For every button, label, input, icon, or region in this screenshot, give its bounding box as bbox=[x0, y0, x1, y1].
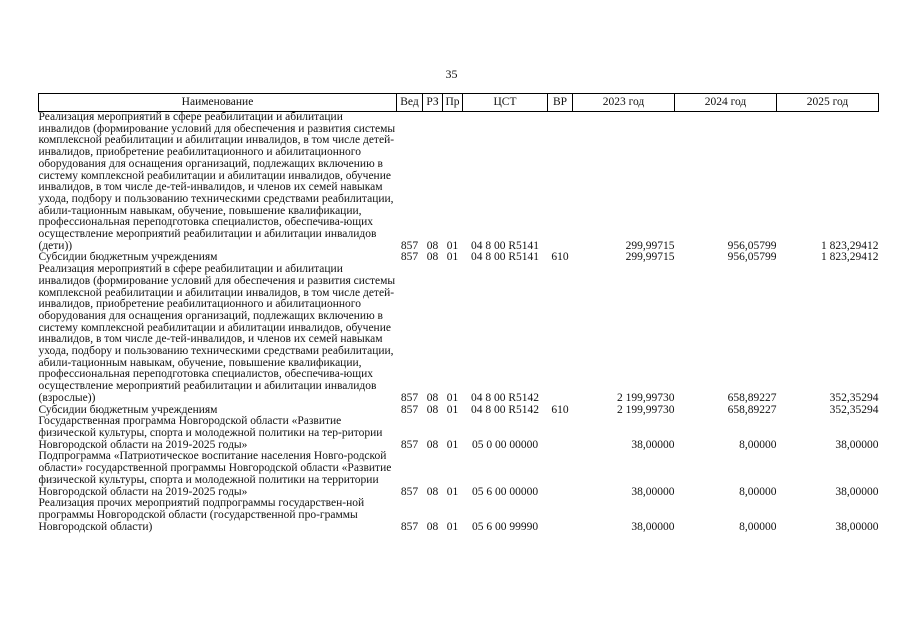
table-row bbox=[39, 498, 879, 533]
row-2023: 299,99715 bbox=[625, 239, 675, 252]
row-ved: 857 bbox=[400, 239, 419, 252]
table-row bbox=[39, 112, 879, 253]
row-2023: 38,00000 bbox=[631, 485, 675, 498]
row-name: Реализация мероприятий в сфере реабилитации и абилитации инвалидов (формирование условий для обеспечения и развития системы комплексной реабилитации и абилитации инвалидов, в том числе детей-инвалидов, приобретение реабилитационного и абилитационного оборудования для оснащения организаций, подлежащих включению в систему комплексной реабилитации и абилитации инвалидов, обучение инвалидов, в том числе де-тей-инвалидов, и членов их семей навыкам ухода, подбору и пользованию техническими средствами реабилитации, абили-тационным навыкам, обучение, повышение квалификации, профессиональная переподготовка специалистов, обеспечива-ющих осуществление мероприятий реабилитации и абилитации инвалидов (взрослые)) bbox=[38, 263, 396, 404]
row-vr bbox=[548, 451, 573, 498]
row-vr bbox=[548, 416, 573, 451]
row-cst: 05 0 00 00000 bbox=[471, 438, 539, 451]
row-2025: 352,35294 bbox=[829, 403, 879, 416]
row-name: Подпрограмма «Патриотическое воспитание населения Новго-родской области» государственной программы Новгородской области «Развитие физической культуры, спорта и молодежной политики на территории Новгородской области на 2019-2025 годы» bbox=[38, 450, 392, 498]
row-name: Государственная программа Новгородской области «Развитие физической культуры, спорта и молодежной политики на тер-ритории Новгородской области на 2019-2025 годы» bbox=[38, 415, 383, 451]
row-vr: 610 bbox=[551, 251, 569, 264]
budget-table bbox=[38, 93, 879, 533]
row-rz: 08 bbox=[426, 239, 439, 252]
row-2024: 956,05799 bbox=[727, 239, 777, 252]
row-pr: 01 bbox=[446, 438, 459, 451]
row-vr bbox=[548, 498, 573, 533]
row-2024: 8,00000 bbox=[739, 485, 777, 498]
row-2025: 38,00000 bbox=[835, 485, 879, 498]
row-2024: 658,89227 bbox=[727, 403, 777, 416]
row-pr: 01 bbox=[446, 485, 459, 498]
row-2025: 1 823,29412 bbox=[821, 251, 879, 264]
page-number: 35 bbox=[445, 67, 458, 81]
row-ved: 857 bbox=[400, 438, 419, 451]
row-ved: 857 bbox=[400, 251, 419, 264]
row-rz: 08 bbox=[426, 485, 439, 498]
header-2023: 2023 год bbox=[573, 94, 675, 112]
row-2024: 8,00000 bbox=[739, 438, 777, 451]
header-cst: ЦСТ bbox=[463, 94, 548, 112]
row-cst: 04 8 00 R5142 bbox=[470, 391, 540, 404]
table-row bbox=[39, 264, 879, 404]
row-2024: 8,00000 bbox=[739, 520, 777, 533]
row-rz: 08 bbox=[426, 438, 439, 451]
row-cst: 04 8 00 R5141 bbox=[470, 239, 540, 252]
row-name: Субсидии бюджетным учреждениям bbox=[38, 403, 218, 416]
table-header-row bbox=[39, 94, 879, 112]
row-name: Реализация мероприятий в сфере реабилитации и абилитации инвалидов (формирование условий для обеспечения и развития системы комплексной реабилитации и абилитации инвалидов, в том числе детей-инвалидов, приобретение реабилитационного и абилитационного оборудования для оснащения организаций, подлежащих включению в систему комплексной реабилитации и абилитации инвалидов, обучение инвалидов, в том числе де-тей-инвалидов, и членов их семей навыкам ухода, подбору и пользованию техническими средствами реабилитации, абили-тационным навыкам, обучение, повышение квалификации, профессиональная переподготовка специалистов, обеспечива-ющих осуществление мероприятий реабилитации и абилитации инвалидов (дети)) bbox=[38, 111, 396, 252]
row-2025: 38,00000 bbox=[835, 520, 879, 533]
row-rz: 08 bbox=[426, 520, 439, 533]
row-2023: 38,00000 bbox=[631, 520, 675, 533]
row-2025: 352,35294 bbox=[829, 391, 879, 404]
row-pr: 01 bbox=[446, 239, 459, 252]
header-2024: 2024 год bbox=[675, 94, 777, 112]
row-rz: 08 bbox=[426, 251, 439, 264]
row-2025: 1 823,29412 bbox=[821, 239, 879, 252]
row-2023: 2 199,99730 bbox=[617, 391, 675, 404]
row-ved: 857 bbox=[400, 403, 419, 416]
row-name: Субсидии бюджетным учреждениям bbox=[38, 251, 218, 264]
row-vr bbox=[548, 264, 573, 404]
row-cst: 04 8 00 R5141 bbox=[470, 251, 540, 264]
row-2025: 38,00000 bbox=[835, 438, 879, 451]
row-ved: 857 bbox=[400, 520, 419, 533]
row-pr: 01 bbox=[446, 403, 459, 416]
row-2023: 38,00000 bbox=[631, 438, 675, 451]
header-vr: ВР bbox=[548, 94, 573, 112]
row-2024: 658,89227 bbox=[727, 391, 777, 404]
row-ved: 857 bbox=[400, 391, 419, 404]
row-cst: 05 6 00 00000 bbox=[471, 485, 539, 498]
table-row bbox=[39, 451, 879, 498]
row-rz: 08 bbox=[426, 403, 439, 416]
row-name: Реализация прочих мероприятий подпрограммы государствен-ной программы Новгородской области (государственной про-граммы Новгородской области) bbox=[38, 497, 365, 533]
row-2024: 956,05799 bbox=[727, 251, 777, 264]
row-pr: 01 bbox=[446, 251, 459, 264]
row-pr: 01 bbox=[446, 520, 459, 533]
row-vr: 610 bbox=[551, 403, 569, 416]
row-pr: 01 bbox=[446, 391, 459, 404]
header-pr: Пр bbox=[443, 94, 463, 112]
header-2025: 2025 год bbox=[777, 94, 879, 112]
row-2023: 299,99715 bbox=[625, 251, 675, 264]
row-ved: 857 bbox=[400, 485, 419, 498]
row-vr bbox=[548, 112, 573, 253]
row-cst: 05 6 00 99990 bbox=[471, 520, 539, 533]
header-rz: РЗ bbox=[423, 94, 443, 112]
header-ved: Вед bbox=[397, 94, 423, 112]
row-2023: 2 199,99730 bbox=[617, 403, 675, 416]
header-name: Наименование bbox=[39, 94, 397, 112]
table-row bbox=[39, 416, 879, 451]
row-rz: 08 bbox=[426, 391, 439, 404]
row-cst: 04 8 00 R5142 bbox=[470, 403, 540, 416]
